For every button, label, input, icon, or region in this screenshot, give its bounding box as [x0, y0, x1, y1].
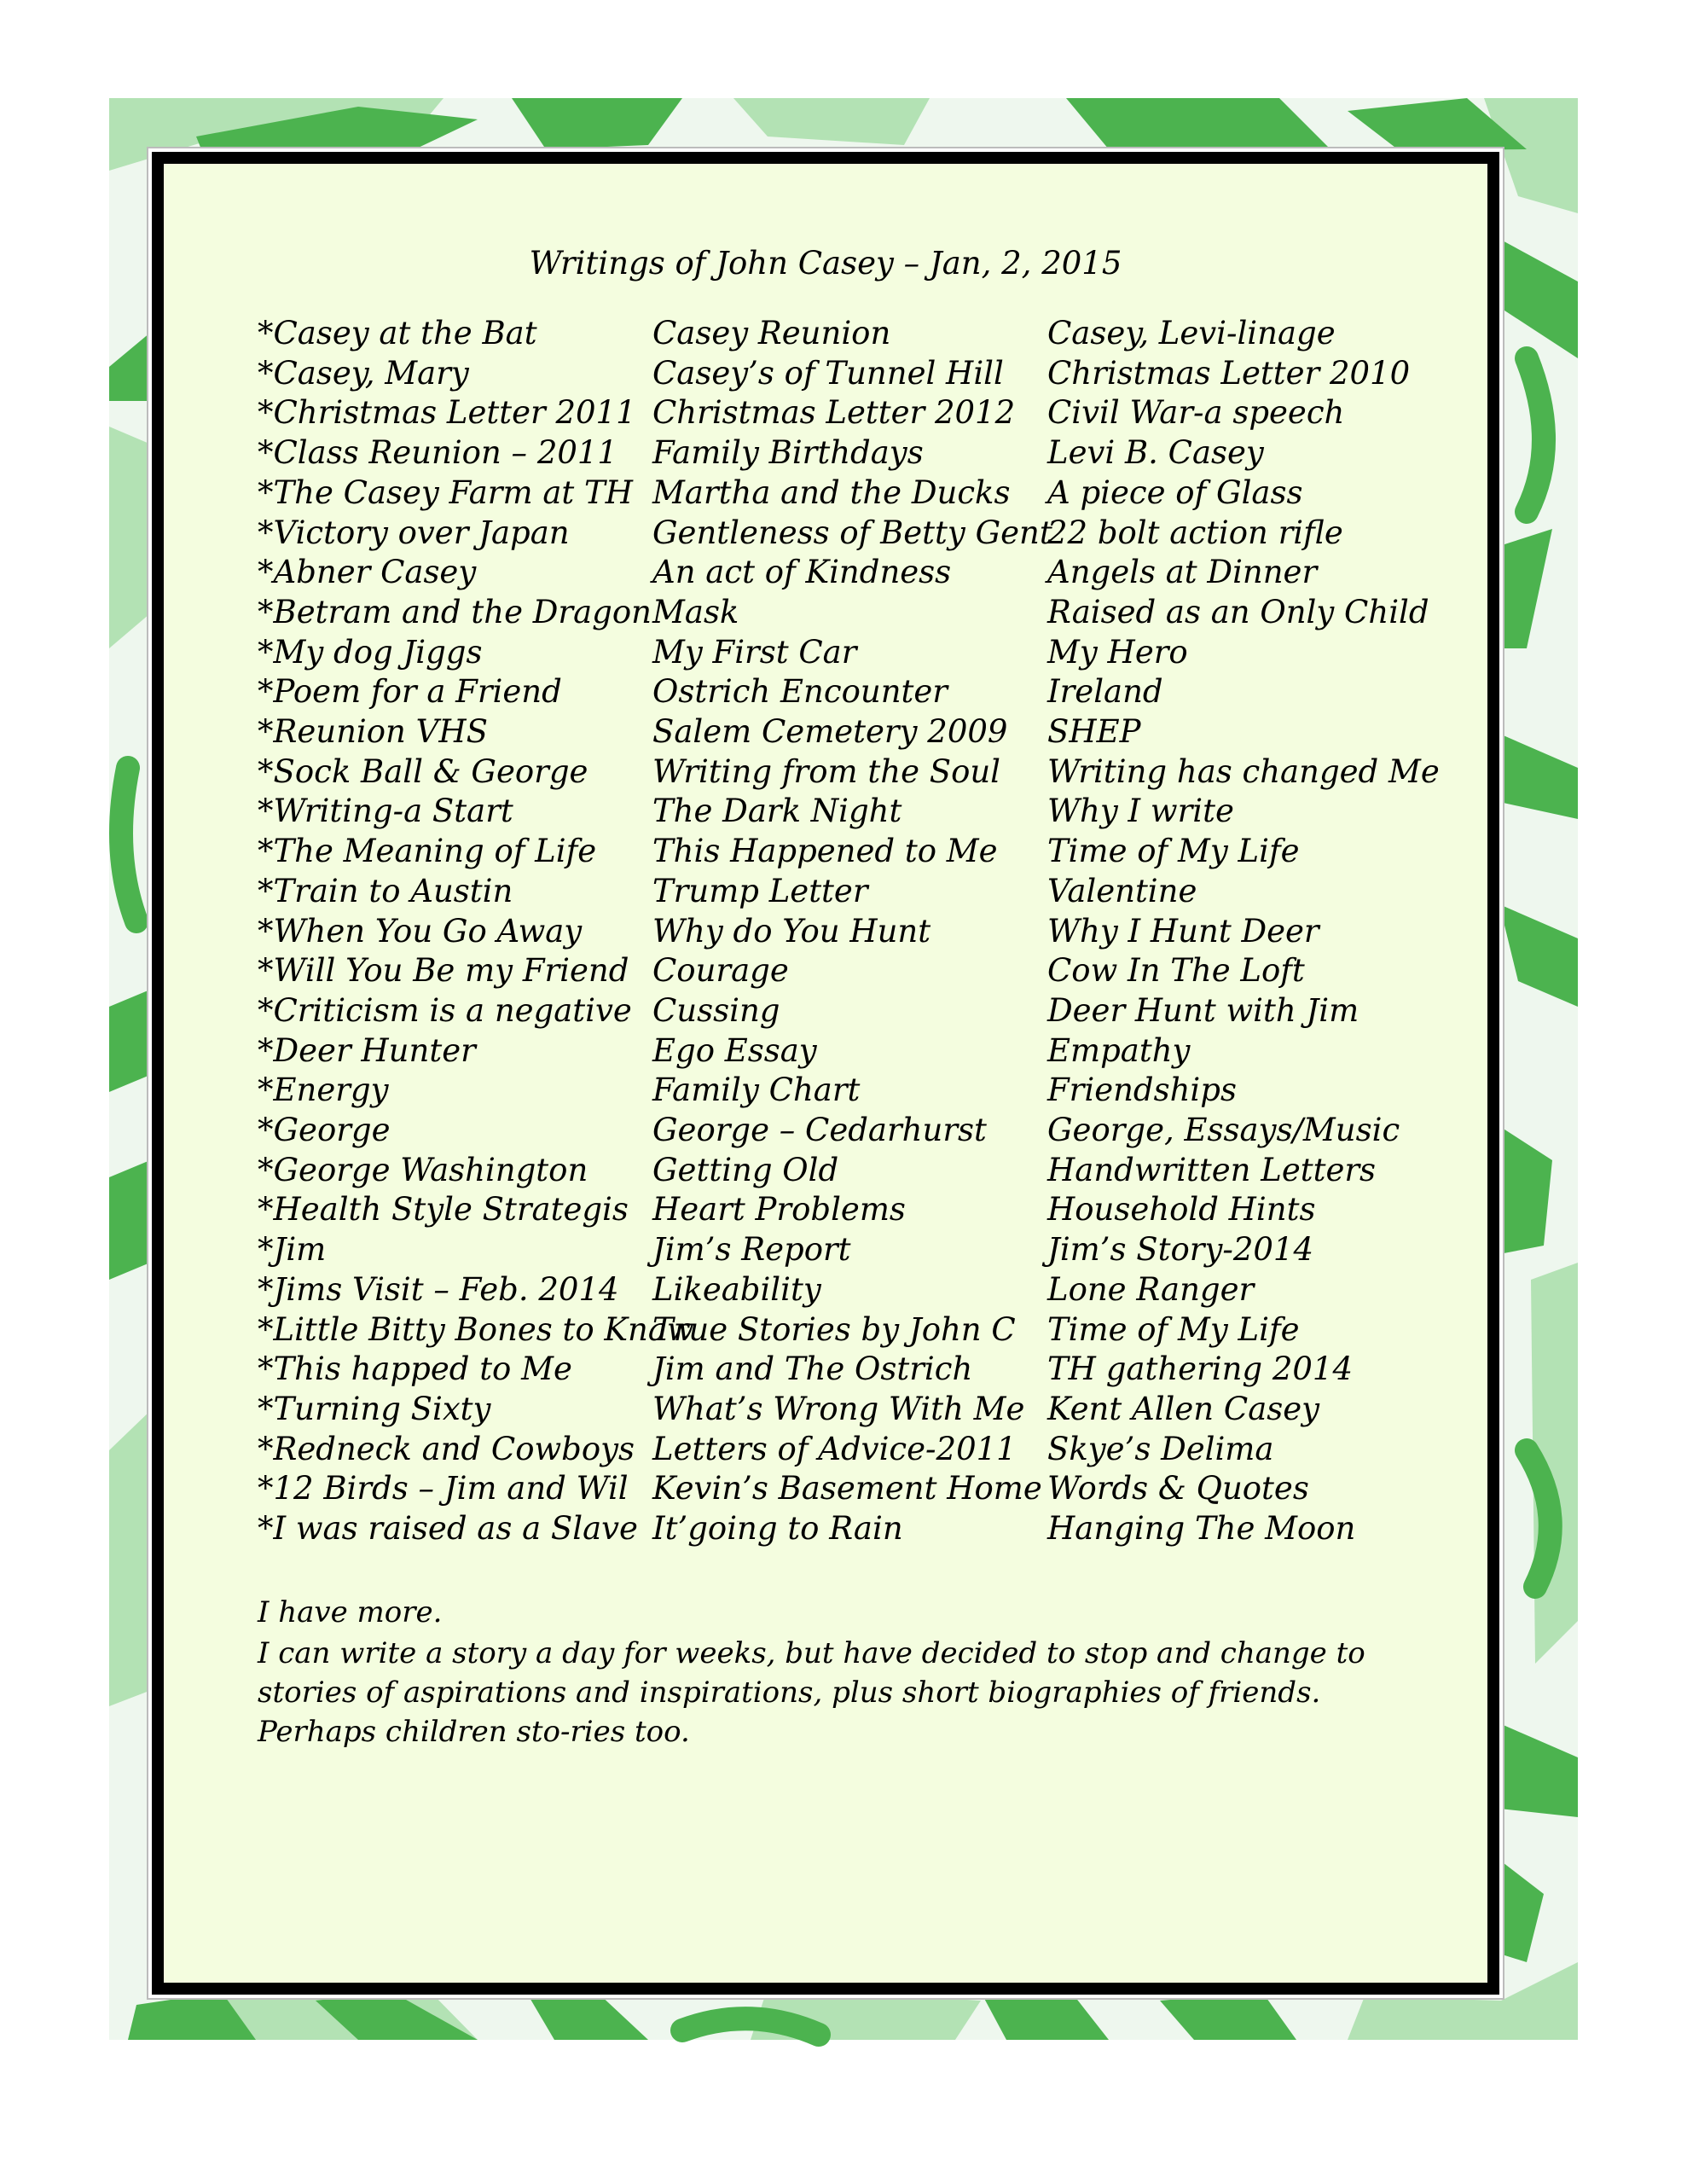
list-item: Kent Allen Casey: [1047, 1390, 1320, 1427]
list-item: *Casey, Mary: [258, 354, 469, 392]
list-item: Civil War-a speech: [1047, 394, 1345, 432]
list-item: A piece of Glass: [1047, 473, 1303, 511]
list-item: Casey Reunion: [652, 315, 891, 351]
list-item: *George: [258, 1112, 391, 1149]
list-item: Getting Old: [652, 1151, 839, 1188]
list-item: Skye’s Delima: [1047, 1430, 1274, 1467]
list-item: SHEP: [1047, 713, 1141, 751]
list-item: *Victory over Japan: [258, 514, 570, 551]
list-item: Casey, Levi-linage: [1047, 315, 1336, 351]
list-item: *Casey at the Bat: [258, 315, 537, 351]
list-item: Cussing: [652, 991, 780, 1029]
list-item: Why I write: [1047, 793, 1234, 830]
list-item: It’going to Rain: [652, 1510, 903, 1548]
list-item: *This happed to Me: [258, 1350, 572, 1388]
list-item: *Sock Ball & George: [258, 752, 588, 790]
list-item: George, Essays/Music: [1047, 1112, 1400, 1149]
list-item: *The Meaning of Life: [258, 833, 597, 870]
list-item: Friendships: [1047, 1072, 1237, 1109]
list-item: *Reunion VHS: [258, 713, 488, 751]
list-item: Writing from the Soul: [652, 752, 1001, 790]
list-item: Handwritten Letters: [1047, 1151, 1377, 1188]
list-item: *Criticism is a negative: [258, 991, 632, 1029]
list-item: Mask: [652, 593, 739, 630]
column-2: [652, 314, 1052, 1549]
list-item: Time of My Life: [1047, 1310, 1300, 1348]
list-item: Time of My Life: [1047, 833, 1300, 870]
list-item: This Happened to Me: [652, 833, 998, 870]
column-3: [1047, 314, 1442, 1549]
list-item: *12 Birds – Jim and Wil: [258, 1470, 629, 1507]
list-item: Ostrich Encounter: [652, 673, 948, 711]
list-item: *The Casey Farm at TH: [258, 473, 633, 511]
list-item: My Hero: [1047, 633, 1188, 671]
list-item: *Abner Casey: [258, 554, 477, 591]
list-item: Lone Ranger: [1047, 1270, 1255, 1308]
list-item: *Christmas Letter 2011: [258, 394, 636, 432]
list-item: *George Washington: [258, 1151, 588, 1188]
list-item: *Redneck and Cowboys: [258, 1430, 635, 1467]
list-item: *Energy: [258, 1072, 389, 1109]
list-item: Casey’s of Tunnel Hill: [652, 354, 1004, 392]
list-item: George – Cedarhurst: [652, 1112, 987, 1149]
list-item: Gentleness of Betty Gent: [652, 514, 1052, 551]
list-item: Angels at Dinner: [1047, 554, 1318, 591]
list-item: *Class Reunion – 2011: [258, 434, 617, 472]
list-item: Kevin’s Basement Home: [652, 1470, 1042, 1507]
list-item: The Dark Night: [652, 793, 902, 830]
list-item: Why I Hunt Deer: [1047, 912, 1319, 950]
list-item: Christmas Letter 2012: [652, 394, 1016, 432]
list-item: Words & Quotes: [1047, 1470, 1309, 1507]
page-title: Writings of John Casey – Jan, 2, 2015: [529, 245, 1122, 282]
list-item: Christmas Letter 2010: [1047, 354, 1411, 392]
column-1: [258, 314, 694, 1549]
list-item: Likeability: [652, 1270, 821, 1308]
list-item: *My dog Jiggs: [258, 633, 483, 671]
list-item: Ego Essay: [652, 1031, 817, 1069]
list-item: Salem Cemetery 2009: [652, 713, 1008, 751]
list-item: What’s Wrong With Me: [652, 1390, 1025, 1427]
list-item: Heart Problems: [652, 1191, 906, 1228]
list-item: *Writing-a Start: [258, 793, 513, 830]
list-item: *Jims Visit – Feb. 2014: [258, 1270, 619, 1308]
list-item: *Train to Austin: [258, 872, 513, 909]
list-item: Raised as an Only Child: [1047, 593, 1429, 630]
list-item: Jim and The Ostrich: [652, 1350, 973, 1388]
list-item: Martha and the Ducks: [652, 473, 1011, 511]
list-item: *Jim: [258, 1231, 327, 1269]
list-item: *Turning Sixty: [258, 1390, 491, 1427]
list-item: *Health Style Strategis: [258, 1191, 629, 1228]
list-item: Hanging The Moon: [1047, 1510, 1356, 1548]
list-item: 22 bolt action rifle: [1047, 514, 1343, 551]
list-item: My First Car: [652, 633, 857, 671]
list-item: Valentine: [1047, 872, 1197, 909]
list-item: Empathy: [1047, 1031, 1191, 1069]
list-item: Jim’s Story-2014: [1047, 1231, 1314, 1269]
list-item: *Betram and the Dragon: [258, 593, 652, 630]
footer-note: [258, 1593, 1392, 1751]
footer-line-2: I can write a story a day for weeks, but have decided to stop and change to stories of aspirations and inspirations, plus short biographies of friends. Perhaps children sto-ries too.: [258, 1636, 1365, 1749]
list-item: Trump Letter: [652, 872, 868, 909]
footer-line-1: I have more.: [258, 1595, 443, 1629]
list-item: Writing has changed Me: [1047, 752, 1440, 790]
list-item: TH gathering 2014: [1047, 1350, 1354, 1388]
list-item: Why do You Hunt: [652, 912, 931, 950]
list-item: Cow In The Loft: [1047, 952, 1305, 990]
list-item: *Deer Hunter: [258, 1031, 476, 1069]
writings-list: [258, 314, 1452, 1549]
list-item: True Stories by John C: [652, 1310, 1016, 1348]
list-item: Ireland: [1047, 673, 1163, 711]
list-item: Courage: [652, 952, 789, 990]
list-item: Jim’s Report: [652, 1231, 851, 1269]
list-item: *I was raised as a Slave: [258, 1510, 638, 1548]
list-item: *Poem for a Friend: [258, 673, 562, 711]
list-item: Levi B. Casey: [1047, 434, 1264, 472]
list-item: *Will You Be my Friend: [258, 952, 629, 990]
document-panel: [152, 152, 1499, 1995]
list-item: Letters of Advice-2011: [652, 1430, 1017, 1467]
list-item: An act of Kindness: [652, 554, 952, 591]
list-item: Family Birthdays: [652, 434, 924, 472]
list-item: Family Chart: [652, 1072, 861, 1109]
list-item: *Little Bitty Bones to Knaw: [258, 1310, 694, 1348]
list-item: Household Hints: [1047, 1191, 1316, 1228]
list-item: Deer Hunt with Jim: [1047, 991, 1359, 1029]
list-item: *When You Go Away: [258, 912, 583, 950]
